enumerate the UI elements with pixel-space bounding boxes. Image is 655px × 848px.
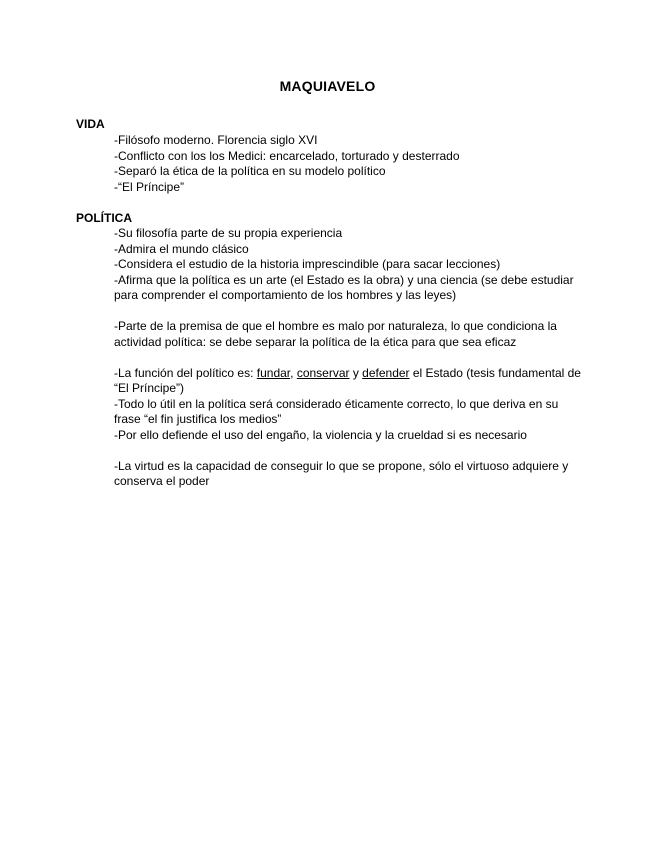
funcion-paragraph: -La función del político es: fundar, conservar y defender el Estado (tesis fundamental de “El Príncipe”) <box>114 365 581 395</box>
politica-list <box>114 226 584 490</box>
document-title: MAQUIAVELO <box>279 78 376 94</box>
list-item: -Filósofo moderno. Florencia siglo XVI <box>114 133 318 147</box>
util-paragraph: -Todo lo útil en la política será considerado éticamente correcto, lo que deriva en su frase “el fin justifica los medios” <box>114 396 559 426</box>
list-item: -Conflicto con los los Medici: encarcelado, torturado y desterrado <box>114 148 460 163</box>
list-item: -Afirma que la política es un arte (el Estado es la obra) y una ciencia (se debe estudiar para comprender el comportamiento de los hombres y las leyes) <box>114 272 574 302</box>
underlined-fundar: fundar <box>256 365 291 380</box>
list-item: -Admira el mundo clásico <box>114 241 249 256</box>
section-heading-politica: POLÍTICA <box>76 211 132 225</box>
engano-paragraph: -Por ello defiende el uso del engaño, la violencia y la crueldad si es necesario <box>114 427 527 442</box>
underlined-defender: defender <box>362 365 410 380</box>
list-item: -Su filosofía parte de su propia experiencia <box>114 226 343 240</box>
list-item: -“El Príncipe” <box>114 179 185 194</box>
vida-list <box>114 133 584 195</box>
section-heading-vida: VIDA <box>76 117 105 131</box>
underlined-conservar: conservar <box>296 365 350 380</box>
list-item: -Separó la ética de la política en su modelo político <box>114 164 386 178</box>
list-item: -Considera el estudio de la historia imprescindible (para sacar lecciones) <box>114 257 501 271</box>
virtud-paragraph: -La virtud es la capacidad de conseguir lo que se propone, sólo el virtuoso adquiere y conserva el poder <box>114 458 569 488</box>
premisa-paragraph: -Parte de la premisa de que el hombre es malo por naturaleza, lo que condiciona la actividad política: se debe separar la política de la ética para que sea eficaz <box>114 319 557 349</box>
